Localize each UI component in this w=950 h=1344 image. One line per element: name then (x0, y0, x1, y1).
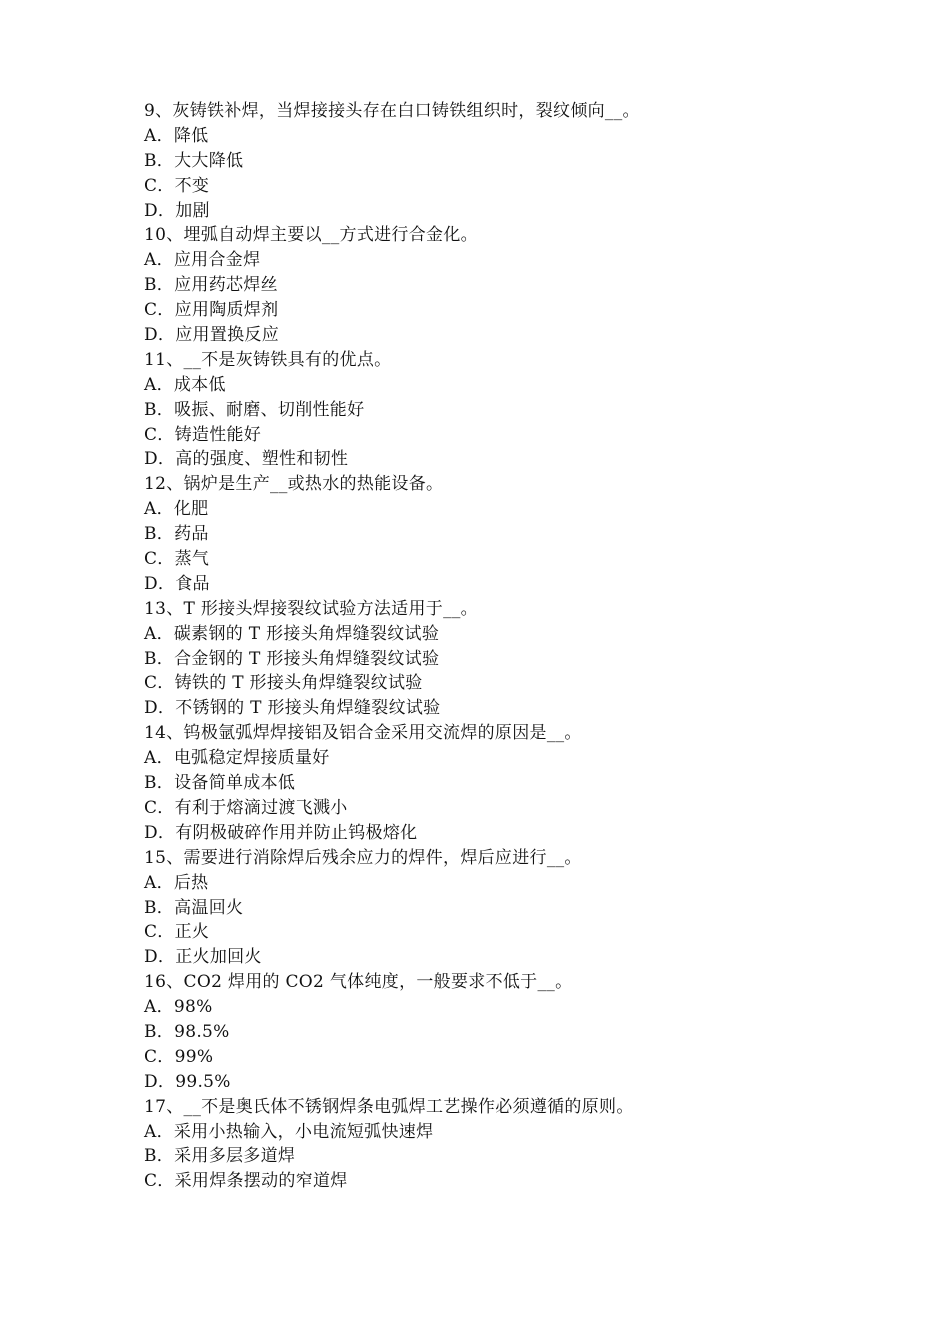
option-17-c: C．采用焊条摆动的窄道焊 (144, 1171, 348, 1192)
option-17-a: A．采用小热输入，小电流短弧快速焊 (144, 1121, 434, 1142)
option-13-c: C．铸铁的 T 形接头角焊缝裂纹试验 (144, 673, 423, 694)
option-14-a: A．电弧稳定焊接质量好 (144, 748, 330, 769)
option-11-d: D．高的强度、塑性和韧性 (144, 449, 349, 470)
option-15-c: C．正火 (144, 922, 210, 943)
question-13: 13、T 形接头焊接裂纹试验方法适用于__。 (144, 598, 478, 619)
option-9-c: C．不变 (144, 175, 210, 196)
question-14: 14、钨极氩弧焊焊接铝及铝合金采用交流焊的原因是__。 (144, 723, 582, 744)
question-9: 9、灰铸铁补焊，当焊接接头存在白口铸铁组织时，裂纹倾向__。 (144, 101, 640, 121)
option-14-d: D．有阴极破碎作用并防止钨极熔化 (144, 822, 418, 843)
option-15-a: A．后热 (144, 872, 209, 893)
option-16-b: B．98.5% (144, 1021, 230, 1042)
option-10-d: D．应用置换反应 (144, 325, 280, 346)
option-13-a: A．碳素钢的 T 形接头角焊缝裂纹试验 (144, 623, 440, 644)
option-16-a: A．98% (144, 997, 213, 1018)
option-11-c: C．铸造性能好 (144, 424, 262, 445)
option-12-a: A．化肥 (144, 499, 209, 520)
option-14-b: B．设备简单成本低 (144, 773, 296, 794)
option-10-a: A．应用合金焊 (144, 250, 261, 271)
option-11-a: A．成本低 (144, 374, 226, 395)
option-10-b: B．应用药芯焊丝 (144, 275, 278, 296)
document-page (144, 99, 864, 1194)
option-10-c: C．应用陶质焊剂 (144, 300, 279, 321)
option-11-b: B．吸振、耐磨、切削性能好 (144, 399, 365, 420)
question-15: 15、需要进行消除焊后残余应力的焊件，焊后应进行__。 (144, 847, 582, 868)
option-9-a: A．降低 (144, 125, 209, 146)
question-17: 17、__不是奥氏体不锈钢焊条电弧焊工艺操作必须遵循的原则。 (144, 1096, 634, 1117)
option-12-c: C．蒸气 (144, 549, 210, 570)
option-15-d: D．正火加回火 (144, 947, 262, 968)
option-17-b: B．采用多层多道焊 (144, 1146, 296, 1167)
question-11: 11、__不是灰铸铁具有的优点。 (144, 349, 392, 370)
option-16-d: D．99.5% (144, 1071, 231, 1092)
option-15-b: B．高温回火 (144, 897, 244, 918)
question-16: 16、CO2 焊用的 CO2 气体纯度，一般要求不低于__。 (144, 972, 573, 993)
question-10: 10、埋弧自动焊主要以__方式进行合金化。 (144, 225, 478, 246)
option-12-b: B．药品 (144, 524, 209, 545)
option-9-b: B．大大降低 (144, 150, 244, 171)
option-16-c: C．99% (144, 1046, 214, 1067)
option-13-b: B．合金钢的 T 形接头角焊缝裂纹试验 (144, 648, 440, 669)
option-14-c: C．有利于熔滴过渡飞溅小 (144, 797, 348, 818)
option-9-d: D．加剧 (144, 200, 210, 221)
option-12-d: D．食品 (144, 573, 210, 594)
question-12: 12、锅炉是生产__或热水的热能设备。 (144, 474, 444, 495)
option-13-d: D．不锈钢的 T 形接头角焊缝裂纹试验 (144, 698, 441, 719)
